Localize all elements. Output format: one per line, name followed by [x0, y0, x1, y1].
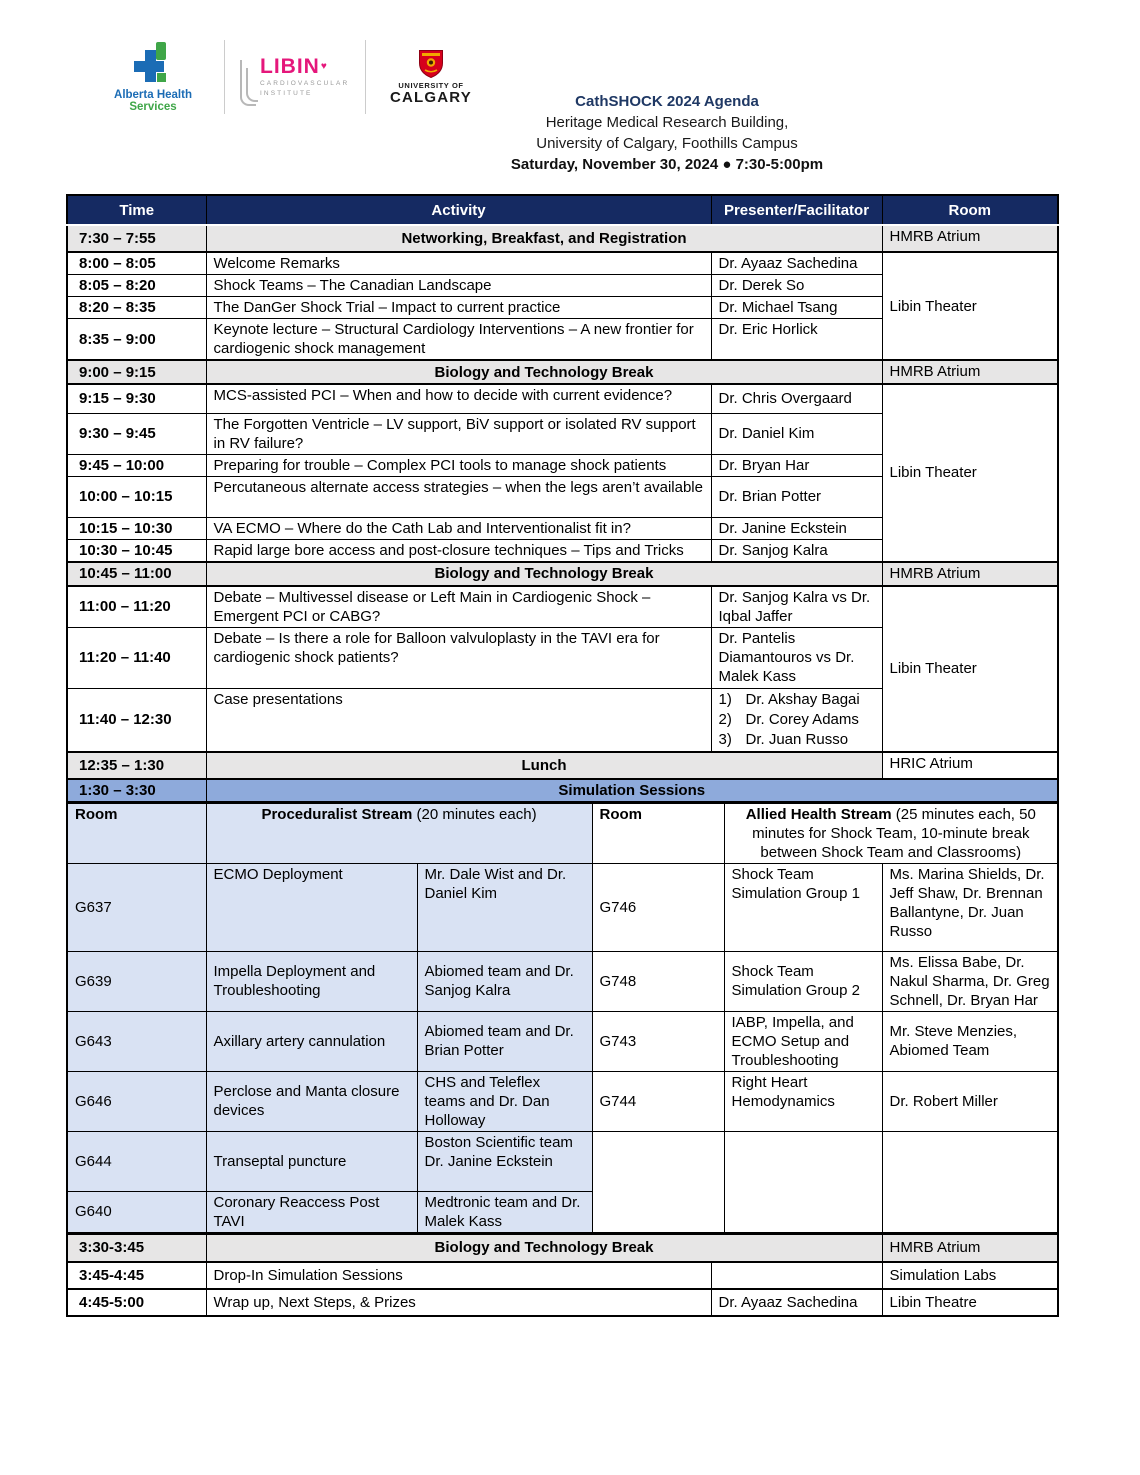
room-cell: G744 — [592, 1071, 724, 1131]
presenter-cell: Dr. Michael Tsang — [711, 297, 882, 319]
activity-cell: IABP, Impella, and ECMO Setup and Troubleshooting — [724, 1011, 882, 1071]
activity-cell: Percutaneous alternate access strategies – when the legs aren’t available — [206, 476, 711, 517]
activity-cell: Debate – Is there a role for Balloon valvuloplasty in the TAVI era for cardiogenic shock patients? — [206, 627, 711, 688]
simulation-row — [67, 1071, 1058, 1131]
agenda-table — [66, 194, 1057, 1317]
activity-cell: Shock Teams – The Canadian Landscape — [206, 275, 711, 297]
col-header-presenter: Presenter/Facilitator — [711, 195, 882, 225]
activity-cell: Debate – Multivessel disease or Left Main in Cardiogenic Shock – Emergent PCI or CABG? — [206, 586, 711, 628]
allied-health-stream-header: Allied Health Stream (25 minutes each, 50 minutes for Shock Team, 10-minute break between Shock Team and Classrooms) — [724, 803, 1058, 863]
simulation-header-row — [67, 803, 1058, 863]
uofc-logo-text: UNIVERSITY OF — [398, 80, 464, 90]
logo-divider — [365, 40, 366, 114]
time-cell: 10:45 – 11:00 — [67, 562, 206, 586]
table-row — [67, 586, 1058, 628]
time-cell: 7:30 – 7:55 — [67, 225, 206, 252]
room-cell: G646 — [67, 1071, 206, 1131]
room-cell: G639 — [67, 951, 206, 1011]
time-cell: 4:45-5:00 — [67, 1289, 206, 1316]
main-schedule-table — [66, 194, 1059, 803]
facilitator-cell: Mr. Steve Menzies, Abiomed Team — [882, 1011, 1058, 1071]
libin-bracket-icon — [246, 68, 258, 102]
presenter-cell: Dr. Pantelis Diamantouros vs Dr. Malek Kass — [711, 627, 882, 688]
time-cell: 10:00 – 10:15 — [67, 476, 206, 517]
time-cell: 9:30 – 9:45 — [67, 413, 206, 454]
facilitator-cell: Boston Scientific team Dr. Janine Eckstein — [417, 1131, 592, 1191]
time-cell: 1:30 – 3:30 — [67, 779, 206, 802]
time-cell: 9:45 – 10:00 — [67, 454, 206, 476]
col-header-room: Room — [882, 195, 1058, 225]
logo-strip — [95, 40, 483, 114]
table-row-break2 — [67, 562, 1058, 586]
room-cell: G640 — [67, 1191, 206, 1233]
room-header-left: Room — [67, 803, 206, 863]
venue-line: Heritage Medical Research Building, — [545, 114, 789, 131]
activity-cell: MCS-assisted PCI – When and how to decide with current evidence? — [206, 384, 711, 413]
facilitator-cell: Mr. Dale Wist and Dr. Daniel Kim — [417, 863, 592, 951]
activity-cell: Coronary Reaccess Post TAVI — [206, 1191, 417, 1233]
time-cell: 10:30 – 10:45 — [67, 539, 206, 562]
activity-cell: Biology and Technology Break — [206, 360, 882, 384]
activity-cell: Networking, Breakfast, and Registration — [206, 225, 882, 252]
presenter-cell: Dr. Eric Horlick — [711, 319, 882, 361]
time-cell: 8:35 – 9:00 — [67, 319, 206, 361]
table-row-lunch — [67, 752, 1058, 779]
activity-cell: Preparing for trouble – Complex PCI tools to manage shock patients — [206, 454, 711, 476]
activity-cell: The Forgotten Ventricle – LV support, BiV support or isolated RV support in RV failure? — [206, 413, 711, 454]
activity-cell: ECMO Deployment — [206, 863, 417, 951]
case-presenter-item: 1) Dr. Akshay Bagai — [718, 690, 860, 708]
presenter-cell — [711, 688, 882, 752]
activity-cell: Welcome Remarks — [206, 252, 711, 275]
time-cell: 11:40 – 12:30 — [67, 688, 206, 752]
document-header — [0, 0, 1140, 194]
presenter-cell: Dr. Bryan Har — [711, 454, 882, 476]
activity-cell: Transeptal puncture — [206, 1131, 417, 1191]
simulation-row — [67, 1131, 1058, 1191]
simulation-row — [67, 951, 1058, 1011]
room-cell: HRIC Atrium — [882, 752, 1058, 779]
date-line: Saturday, November 30, 2024 ● 7:30-5:00pm — [510, 156, 824, 173]
title-block — [467, 92, 867, 176]
room-cell: G637 — [67, 863, 206, 951]
activity-cell: Biology and Technology Break — [206, 562, 882, 586]
activity-cell: Rapid large bore access and post-closure techniques – Tips and Tricks — [206, 539, 711, 562]
activity-cell: Case presentations — [206, 688, 711, 752]
heart-icon: ♥ — [320, 61, 328, 72]
room-cell: Libin Theater — [882, 586, 1058, 752]
page-title: CathSHOCK 2024 Agenda — [575, 93, 759, 110]
activity-cell: Biology and Technology Break — [206, 1235, 882, 1262]
presenter-cell: Dr. Ayaaz Sachedina — [711, 1289, 882, 1316]
campus-line: University of Calgary, Foothills Campus — [536, 135, 798, 152]
activity-cell: Axillary artery cannulation — [206, 1011, 417, 1071]
room-cell: G748 — [592, 951, 724, 1011]
activity-cell: Simulation Sessions — [206, 779, 1058, 802]
time-cell: 3:45-4:45 — [67, 1262, 206, 1289]
time-cell: 9:15 – 9:30 — [67, 384, 206, 413]
ahs-logo-text2: Services — [129, 100, 177, 113]
case-presenter-item: 2) Dr. Corey Adams — [718, 710, 859, 728]
activity-cell: Right Heart Hemodynamics — [724, 1071, 882, 1131]
room-cell: Libin Theater — [882, 252, 1058, 360]
presenter-cell: Dr. Sanjog Kalra vs Dr. Iqbal Jaffer — [711, 586, 882, 628]
room-cell: HMRB Atrium — [882, 225, 1058, 252]
uofc-logo-text2: CALGARY — [389, 88, 472, 106]
activity-cell: Lunch — [206, 752, 882, 779]
time-cell: 11:20 – 11:40 — [67, 627, 206, 688]
table-row-dropin — [67, 1262, 1058, 1289]
time-cell: 3:30-3:45 — [67, 1235, 206, 1262]
facilitator-cell: Abiomed team and Dr. Brian Potter — [417, 1011, 592, 1071]
facilitator-cell: Medtronic team and Dr. Malek Kass — [417, 1191, 592, 1233]
room-header-right: Room — [592, 803, 724, 863]
table-row-wrapup — [67, 1289, 1058, 1316]
presenter-cell: Dr. Brian Potter — [711, 476, 882, 517]
time-cell: 9:00 – 9:15 — [67, 360, 206, 384]
presenter-cell: Dr. Janine Eckstein — [711, 517, 882, 539]
table-row-break1 — [67, 360, 1058, 384]
table-row — [67, 252, 1058, 275]
ahs-cross-icon — [133, 42, 173, 86]
table-row-break3 — [67, 1235, 1058, 1262]
facilitator-cell-empty — [882, 1131, 1058, 1233]
facilitator-cell: CHS and Teleflex teams and Dr. Dan Holloway — [417, 1071, 592, 1131]
proceduralist-stream-header: Proceduralist Stream (20 minutes each) — [206, 803, 592, 863]
presenter-cell: Dr. Daniel Kim — [711, 413, 882, 454]
time-cell: 12:35 – 1:30 — [67, 752, 206, 779]
presenter-cell: Dr. Ayaaz Sachedina — [711, 252, 882, 275]
libin-logo — [238, 56, 352, 98]
uofc-crest-icon — [418, 49, 444, 79]
time-cell: 11:00 – 11:20 — [67, 586, 206, 628]
activity-cell: VA ECMO – Where do the Cath Lab and Interventionalist fit in? — [206, 517, 711, 539]
facilitator-cell: Ms. Marina Shields, Dr. Jeff Shaw, Dr. Brennan Ballantyne, Dr. Juan Russo — [882, 863, 1058, 951]
presenter-cell: Dr. Derek So — [711, 275, 882, 297]
activity-cell: Shock Team Simulation Group 2 — [724, 951, 882, 1011]
room-cell: G743 — [592, 1011, 724, 1071]
table-row — [67, 384, 1058, 413]
time-cell: 8:05 – 8:20 — [67, 275, 206, 297]
presenter-cell: Dr. Chris Overgaard — [711, 384, 882, 413]
ahs-logo-text: Alberta Health — [114, 88, 192, 101]
libin-logo-sub2: INSTITUTE — [260, 90, 313, 97]
room-cell: Simulation Labs — [882, 1262, 1058, 1289]
activity-cell: Wrap up, Next Steps, & Prizes — [206, 1289, 711, 1316]
room-cell: G746 — [592, 863, 724, 951]
column-header-row — [67, 195, 1058, 225]
libin-logo-text: LIBIN♥ — [260, 55, 328, 78]
presenter-cell: Dr. Sanjog Kalra — [711, 539, 882, 562]
room-cell: HMRB Atrium — [882, 360, 1058, 384]
closing-table — [66, 1234, 1059, 1317]
activity-cell: Keynote lecture – Structural Cardiology Interventions – A new frontier for cardiogenic shock management — [206, 319, 711, 361]
room-cell: G643 — [67, 1011, 206, 1071]
simulation-row — [67, 863, 1058, 951]
facilitator-cell: Dr. Robert Miller — [882, 1071, 1058, 1131]
activity-cell: Shock Team Simulation Group 1 — [724, 863, 882, 951]
simulation-row — [67, 1011, 1058, 1071]
table-row-simulation-banner — [67, 779, 1058, 802]
table-row-registration — [67, 225, 1058, 252]
facilitator-cell: Ms. Elissa Babe, Dr. Nakul Sharma, Dr. Greg Schnell, Dr. Bryan Har — [882, 951, 1058, 1011]
activity-cell-empty — [724, 1131, 882, 1233]
room-cell: HMRB Atrium — [882, 1235, 1058, 1262]
col-header-time: Time — [67, 195, 206, 225]
room-cell-empty — [592, 1131, 724, 1233]
libin-logo-sub: CARDIOVASCULAR — [260, 80, 350, 87]
case-presenter-item: 3) Dr. Juan Russo — [718, 730, 849, 748]
room-cell: Libin Theater — [882, 384, 1058, 562]
col-header-activity: Activity — [206, 195, 711, 225]
room-cell: HMRB Atrium — [882, 562, 1058, 586]
activity-cell: Perclose and Manta closure devices — [206, 1071, 417, 1131]
activity-cell: Drop-In Simulation Sessions — [206, 1262, 711, 1289]
time-cell: 8:20 – 8:35 — [67, 297, 206, 319]
room-cell: Libin Theatre — [882, 1289, 1058, 1316]
facilitator-cell: Abiomed team and Dr. Sanjog Kalra — [417, 951, 592, 1011]
ahs-logo — [95, 42, 211, 113]
time-cell: 10:15 – 10:30 — [67, 517, 206, 539]
logo-divider — [224, 40, 225, 114]
time-cell: 8:00 – 8:05 — [67, 252, 206, 275]
room-cell: G644 — [67, 1131, 206, 1191]
activity-cell: The DanGer Shock Trial – Impact to current practice — [206, 297, 711, 319]
presenter-cell — [711, 1262, 882, 1289]
simulation-table — [66, 803, 1059, 1235]
activity-cell: Impella Deployment and Troubleshooting — [206, 951, 417, 1011]
